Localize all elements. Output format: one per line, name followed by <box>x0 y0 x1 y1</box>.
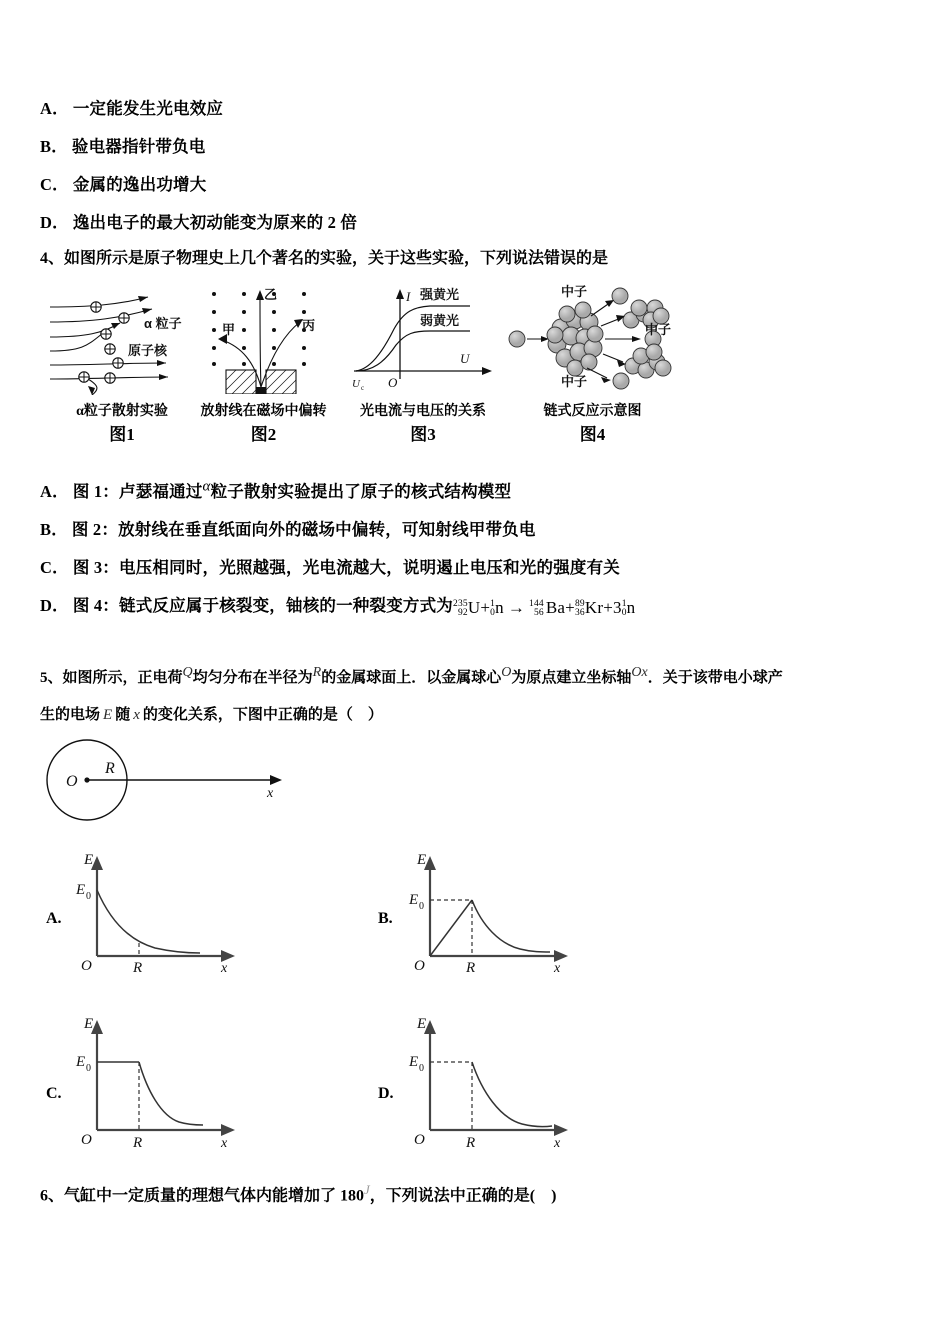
figure-2-number: 图2 <box>250 425 277 444</box>
eq-element-kr: Kr <box>584 598 604 617</box>
q6-text-post: ，下列说法中正确的是( ) <box>369 1187 557 1205</box>
svg-text:中子: 中子 <box>561 284 588 299</box>
q5-text-b: 均匀分布在半径为 <box>192 670 313 686</box>
svg-text:U: U <box>352 378 360 390</box>
eq-element-n1: n <box>495 598 504 617</box>
q4-option-line-c <box>40 554 620 578</box>
svg-text:E: E <box>409 1054 419 1070</box>
eq-atomic-number: 92 <box>457 608 468 619</box>
q5-text-g: 随 <box>115 707 131 723</box>
option-tag: B． <box>40 520 68 539</box>
q5-symbol-ox: Ox <box>631 665 648 680</box>
svg-text:O: O <box>414 958 425 973</box>
option-tag: A． <box>40 482 69 501</box>
figure-4-caption: 链式反应示意图 <box>543 404 642 419</box>
figure-4-chain-reaction <box>505 282 680 394</box>
q6-unit-joule: J <box>364 1182 370 1197</box>
figure-2-caption: 放射线在磁场中偏转 <box>200 404 327 419</box>
figure-4-number: 图4 <box>579 425 606 444</box>
svg-text:R: R <box>466 1135 476 1148</box>
eq-element-u: U <box>467 598 481 617</box>
svg-text:O: O <box>414 1132 425 1148</box>
svg-text:O: O <box>388 375 398 390</box>
option-tag: B． <box>40 137 68 156</box>
svg-text:乙: 乙 <box>264 287 278 302</box>
svg-text:弱黄光: 弱黄光 <box>420 313 460 328</box>
q4-option-line-b <box>40 516 536 540</box>
nuclear-fission-equation <box>453 598 635 619</box>
svg-text:x: x <box>221 1136 228 1148</box>
q4-option-line-d <box>40 592 635 619</box>
q6-text-pre: 6、气缸中一定质量的理想气体内能增加了 180 <box>40 1187 365 1205</box>
option-line-d <box>40 209 357 233</box>
svg-text:0: 0 <box>419 1063 424 1074</box>
eq-atomic-number: 56 <box>533 608 544 619</box>
svg-text:x: x <box>554 1136 561 1148</box>
svg-text:E: E <box>417 1018 427 1032</box>
option-line-a <box>40 95 223 119</box>
eq-op-plus-2: + <box>565 598 575 617</box>
eq-mass-number: 1 <box>621 598 627 609</box>
eq-element-n2: n <box>626 598 636 617</box>
question-6-stem <box>40 1182 556 1205</box>
question-5-stem-line2 <box>40 703 383 724</box>
svg-text:R: R <box>133 960 143 973</box>
option-text: 一定能发生光电效应 <box>72 99 224 118</box>
svg-text:x: x <box>554 961 561 973</box>
svg-text:E: E <box>76 1054 86 1070</box>
option-text: 图 4：链式反应属于核裂变，铀核的一种裂变方式为 <box>72 596 454 615</box>
eq-mass-number: 89 <box>574 598 585 609</box>
svg-text:甲: 甲 <box>222 322 236 337</box>
eq-atomic-number: 0 <box>621 608 627 619</box>
option-tag: C． <box>40 558 69 577</box>
question-4-stem: 4、如图所示是原子物理史上几个著名的实验，关于这些实验，下列说法错误的是 <box>40 250 609 267</box>
svg-text:0: 0 <box>86 891 91 902</box>
q5-graph-a <box>75 848 250 973</box>
eq-atomic-number: 0 <box>490 608 496 619</box>
eq-op-plus-3n: +3 <box>603 598 622 617</box>
svg-text:R: R <box>133 1135 143 1148</box>
svg-text:中子: 中子 <box>645 322 672 337</box>
option-text: 图 3：电压相同时，光照越强，光电流越大，说明遏止电压和光的强度有关 <box>72 558 621 577</box>
svg-text:R: R <box>105 760 115 777</box>
svg-text:0: 0 <box>419 901 424 912</box>
option-text: 逸出电子的最大初动能变为原来的 2 倍 <box>72 213 358 232</box>
option-text: 图 2：放射线在垂直纸面向外的磁场中偏转，可知射线甲带负电 <box>71 520 536 539</box>
q5-sphere-figure <box>42 735 302 835</box>
q5-graph-b <box>408 848 583 973</box>
svg-text:E: E <box>409 892 419 908</box>
svg-text:O: O <box>81 1132 92 1148</box>
svg-text:I: I <box>406 289 411 304</box>
q5-text-h: 的变化关系，下图中正确的是（ ） <box>142 707 383 723</box>
q5-text-d: 为原点建立坐标轴 <box>511 670 632 686</box>
option-tag: D． <box>40 596 69 615</box>
svg-text:中子: 中子 <box>561 374 588 389</box>
eq-mass-number: 144 <box>529 598 544 609</box>
option-text-post: 粒子散射实验提出了原子的核式结构模型 <box>210 482 512 501</box>
q5-choice-label-a: A. <box>46 910 62 927</box>
option-tag: D． <box>40 213 69 232</box>
svg-text:0: 0 <box>86 1063 91 1074</box>
q5-choice-label-d: D. <box>378 1085 394 1102</box>
q5-symbol-q: Q <box>182 665 193 680</box>
eq-mass-number: 235 <box>453 598 468 609</box>
svg-text:x: x <box>267 786 274 801</box>
option-text: 金属的逸出功增大 <box>72 175 207 194</box>
figure-1-caption: α粒子散射实验 <box>76 404 168 419</box>
figure-1-alpha-scattering <box>48 285 198 395</box>
svg-text:U: U <box>460 351 470 366</box>
svg-text:α 粒子: α 粒子 <box>144 316 182 331</box>
q5-choice-label-c: C. <box>46 1085 62 1102</box>
figure-1-number: 图1 <box>109 425 135 444</box>
q5-text-a: 5、如图所示，正电荷 <box>40 670 183 686</box>
svg-text:O: O <box>66 773 78 790</box>
svg-text:R: R <box>466 960 476 973</box>
eq-atomic-number: 36 <box>574 608 585 619</box>
svg-text:E: E <box>417 852 427 868</box>
svg-text:O: O <box>81 958 92 973</box>
q5-graph-c <box>75 1018 250 1148</box>
svg-text:E: E <box>76 882 86 898</box>
figure-2-magnetic-deflection <box>196 282 331 394</box>
option-tag: A． <box>40 99 69 118</box>
q5-text-e: ．关于该带电小球产 <box>647 670 783 686</box>
svg-text:强黄光: 强黄光 <box>420 287 460 302</box>
svg-text:E: E <box>84 852 94 868</box>
option-text: 验电器指针带负电 <box>71 137 206 156</box>
svg-text:E: E <box>84 1018 94 1032</box>
option-line-b <box>40 133 206 157</box>
q5-symbol-o: O <box>501 665 512 680</box>
q5-symbol-r: R <box>312 665 322 680</box>
eq-element-ba: Ba <box>545 598 566 617</box>
option-tag: C． <box>40 175 69 194</box>
q5-text-f: 生的电场 <box>40 707 101 723</box>
alpha-symbol: α <box>202 478 211 495</box>
q5-graph-d <box>408 1018 583 1148</box>
q5-symbol-e: E <box>103 707 113 723</box>
option-line-c <box>40 171 206 195</box>
svg-text:原子核: 原子核 <box>128 343 168 358</box>
q5-choice-label-b: B. <box>378 910 393 927</box>
eq-arrow: → <box>507 598 526 617</box>
eq-mass-number: 1 <box>490 598 496 609</box>
q5-text-c: 的金属球面上．以金属球心 <box>321 670 502 686</box>
svg-text:c: c <box>361 384 365 391</box>
option-text-pre: 图 1：卢瑟福通过 <box>72 482 203 501</box>
q5-symbol-x: x <box>133 707 140 723</box>
eq-op-plus-1: + <box>480 598 491 617</box>
figure-3-photocurrent-voltage <box>352 283 502 391</box>
question-5-stem-line1 <box>40 665 783 687</box>
figure-3-number: 图3 <box>410 425 436 444</box>
svg-text:x: x <box>221 961 228 973</box>
svg-text:丙: 丙 <box>302 318 316 333</box>
q4-option-line-a <box>40 478 511 502</box>
figure-3-caption: 光电流与电压的关系 <box>360 404 486 419</box>
